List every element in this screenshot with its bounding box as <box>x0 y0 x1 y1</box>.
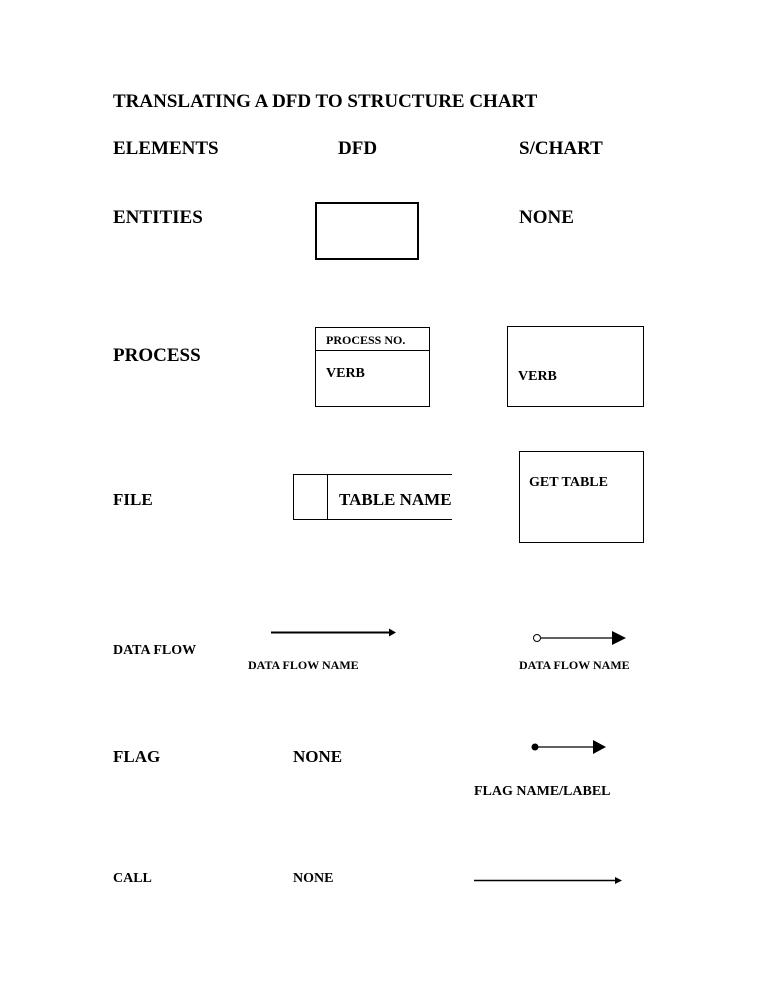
row-label-process: PROCESS <box>113 345 201 366</box>
dfd-flag-none: NONE <box>293 747 343 766</box>
schart-data-couple-arrow <box>534 631 627 645</box>
dfd-file-symbol <box>293 474 452 520</box>
schart-call-arrow <box>474 877 622 884</box>
dfd-data-flow-arrow <box>271 629 396 637</box>
row-label-file: FILE <box>113 490 153 509</box>
page-title: TRANSLATING A DFD TO STRUCTURE CHART <box>113 91 538 112</box>
dfd-table-name: TABLE NAME <box>339 490 452 509</box>
header-schart: S/CHART <box>519 138 603 159</box>
row-label-entities: ENTITIES <box>113 207 203 228</box>
schart-data-flow-name: DATA FLOW NAME <box>519 658 630 672</box>
dfd-call-none: NONE <box>293 871 334 886</box>
schart-process-verb: VERB <box>518 369 557 384</box>
row-label-data-flow: DATA FLOW <box>113 643 197 658</box>
dfd-data-flow-name: DATA FLOW NAME <box>248 658 359 672</box>
dfd-process-number: PROCESS NO. <box>326 333 406 347</box>
schart-flag-arrow <box>532 740 607 754</box>
header-dfd: DFD <box>338 138 378 159</box>
schart-flag-name: FLAG NAME/LABEL <box>474 784 611 799</box>
schart-entities-none: NONE <box>519 207 574 228</box>
row-label-flag: FLAG <box>113 747 161 766</box>
header-elements: ELEMENTS <box>113 138 219 159</box>
dfd-process-verb: VERB <box>326 366 365 381</box>
row-label-call: CALL <box>113 871 152 886</box>
schart-get-table: GET TABLE <box>529 475 608 490</box>
